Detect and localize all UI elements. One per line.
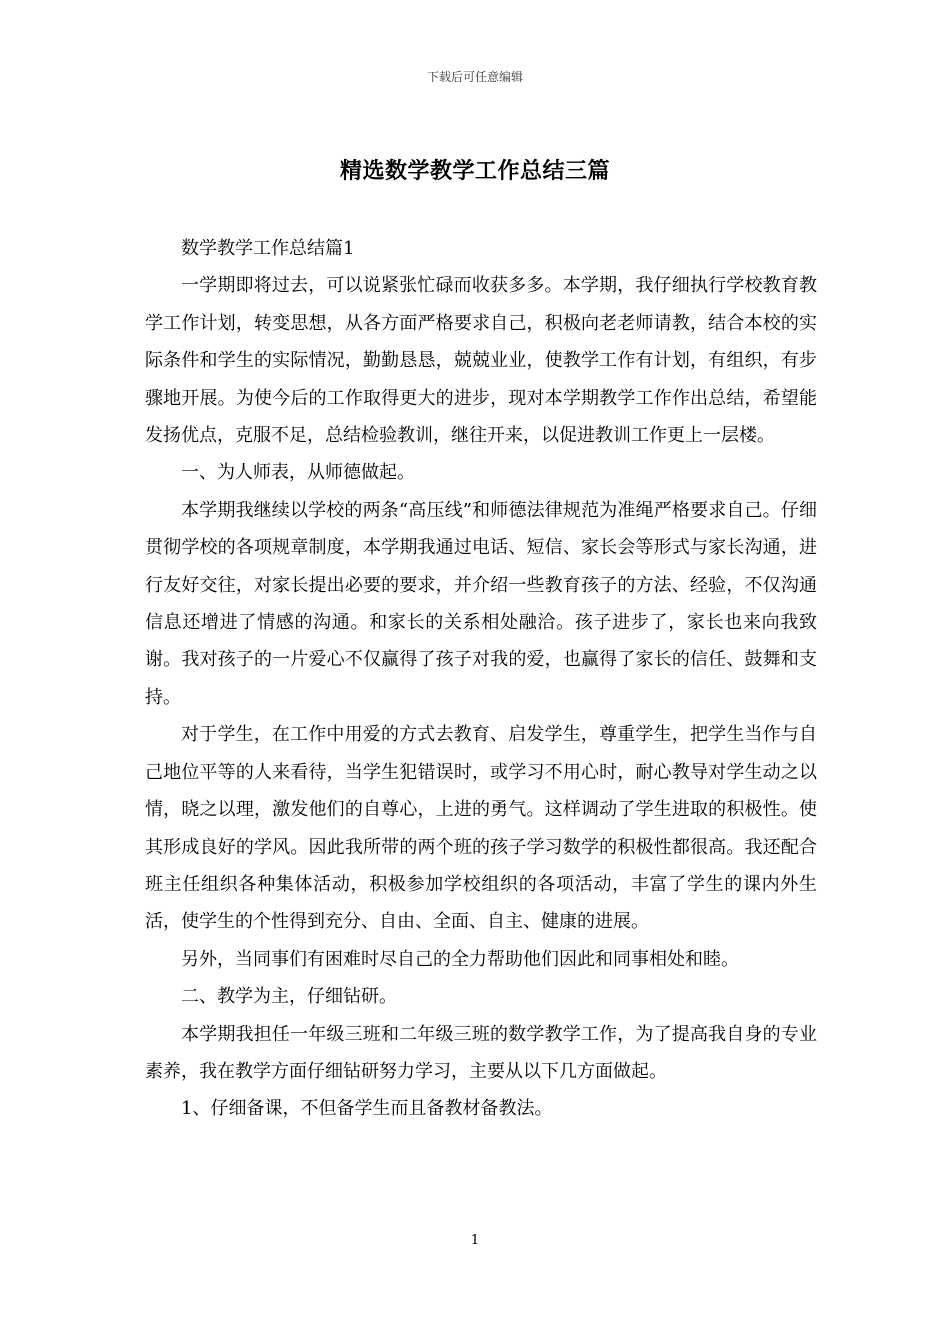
section-heading: 数学教学工作总结篇1: [181, 238, 355, 259]
paragraph: 本学期我担任一年级三班和二年级三班的数学教学工作，为了提高我自身的专业素养，我在教学方面仔细钻研努力学习，主要从以下几方面做起。: [145, 1023, 817, 1082]
subheading: 一、为人师表，从师德做起。: [181, 462, 415, 484]
paragraph: 本学期我继续以学校的两条“高压线”和师德法律规范为准绳严格要求自己。仔细贯彻学校的各项规章制度，本学期我通过电话、短信、家长会等形式与家长沟通，进行友好交往，对家长提出必要的要求，并介绍一些教育孩子的方法、经验，不仅沟通信息还增进了情感的沟通。和家长的关系相处融洽。孩子进步了，家长也来向我致谢。我对孩子的一片爱心不仅赢得了孩子对我的爱，也赢得了家长的信任、鼓舞和支持。: [145, 499, 817, 708]
page-number: 1: [470, 1233, 480, 1248]
document-title: 精选数学教学工作总结三篇: [339, 158, 610, 184]
paragraph: 对于学生，在工作中用爱的方式去教育、启发学生，尊重学生，把学生当作与自己地位平等的人来看待，当学生犯错误时，或学习不用心时，耐心教导对学生动之以情，晓之以理，激发他们的自尊心，上进的勇气。这样调动了学生进取的积极性。使其形成良好的学风。因此我所带的两个班的孩子学习数学的积极性都很高。我还配合班主任组织各种集体活动，积极参加学校组织的各项活动，丰富了学生的课内外生活，使学生的个性得到充分、自由、全面、自主、健康的进展。: [145, 724, 817, 933]
subheading: 二、教学为主，仔细钻研。: [181, 986, 397, 1008]
paragraph: 一学期即将过去，可以说紧张忙碌而收获多多。本学期，我仔细执行学校教育教学工作计划，转变思想，从各方面严格要求自己，积极向老老师请教，结合本校的实际条件和学生的实际情况，勤勤恳恳，兢兢业业，使教学工作有计划，有组织，有步骤地开展。为使今后的工作取得更大的进步，现对本学期教学工作作出总结，希望能发扬优点，克服不足，总结检验教训，继往开来，以促进教训工作更上一层楼。: [145, 275, 817, 447]
page-header: 下载后可任意编辑: [426, 70, 523, 84]
document-body: [145, 230, 817, 1128]
paragraph: 另外，当同事们有困难时尽自己的全力帮助他们因此和同事相处和睦。: [181, 948, 739, 970]
list-item: 1、仔细备课，不但备学生而且备教材备教法。: [181, 1098, 553, 1120]
